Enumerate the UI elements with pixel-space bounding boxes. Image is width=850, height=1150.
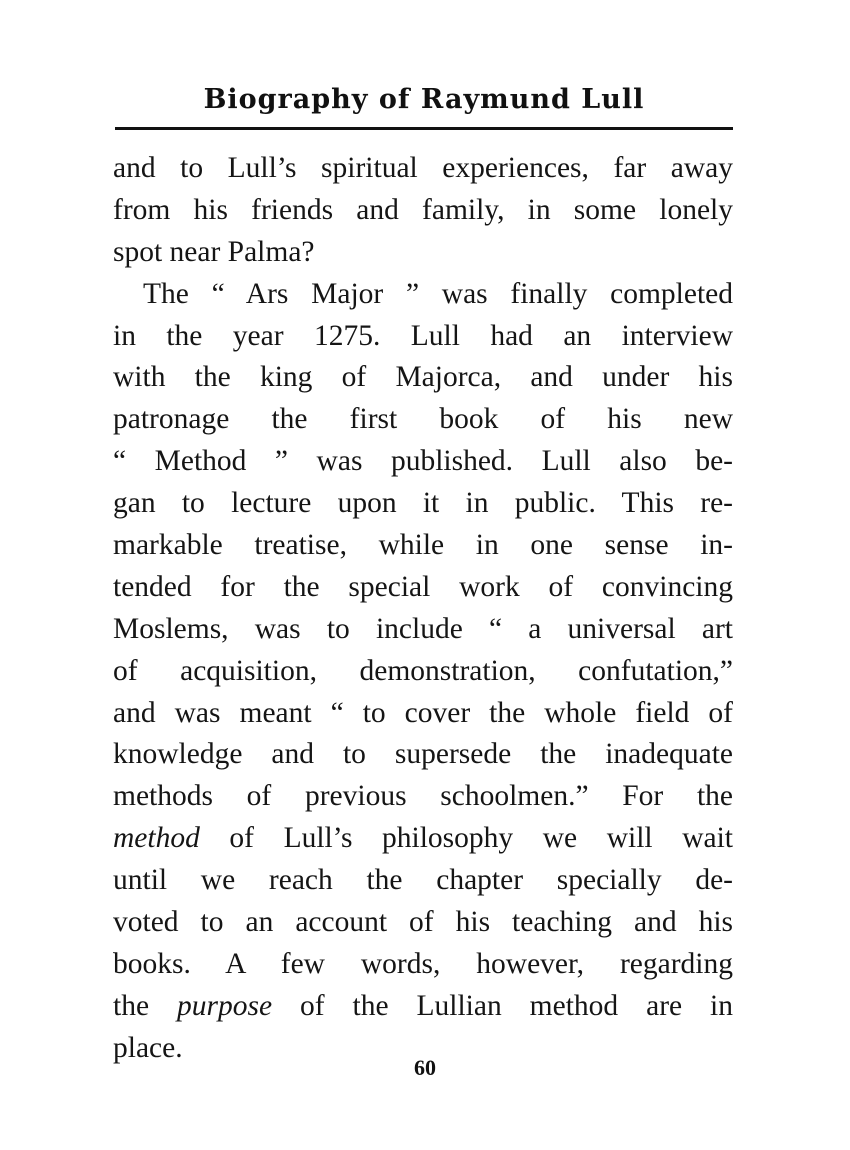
text-line: and to Lull’s spiritual experiences, far away [113,152,733,184]
text-line: knowledge and to supersede the inadequate [113,738,733,771]
header-rule [115,127,733,130]
text-line: methods of previous schoolmen.” For the [113,780,733,813]
text-line: and was meant “ to cover the whole field of [113,696,733,729]
text-line: spot near Palma? [113,235,315,268]
text-run: of Lull’s philosophy we will wait [199,822,733,855]
text-line [113,986,733,1028]
text-line: markable treatise, while in one sense in- [113,529,733,562]
text-line: “ Method ” was published. Lull also be- [113,445,733,478]
text-line: in the year 1275. Lull had an interview [113,319,733,352]
text-line: voted to an account of his teaching and his [113,906,733,939]
text-run: the [113,989,177,1022]
running-head: Biography of Raymund Lull [203,84,645,115]
text-line: place. [113,1031,183,1064]
page-number: 60 [414,1055,436,1080]
text-run: of the Lullian method are in [272,989,733,1022]
italic-word: purpose [177,989,273,1022]
text-line: patronage the first book of his new [113,403,733,436]
text-line: of acquisition, demonstration, confutation,” [113,654,733,687]
text-line: The “ Ars Major ” was finally completed [143,277,733,310]
text-line: from his friends and family, in some lonely [113,193,733,226]
body-text [113,148,733,1070]
text-line: books. A few words, however, regarding [113,947,733,980]
text-line: until we reach the chapter specially de- [113,864,733,897]
text-line: Moslems, was to include “ a universal art [113,612,733,645]
text-line: with the king of Majorca, and under his [113,361,733,394]
italic-word: method [113,822,200,855]
text-line [113,818,733,860]
text-line: gan to lecture upon it in public. This re- [113,487,733,520]
text-line: tended for the special work of convincing [113,570,733,603]
